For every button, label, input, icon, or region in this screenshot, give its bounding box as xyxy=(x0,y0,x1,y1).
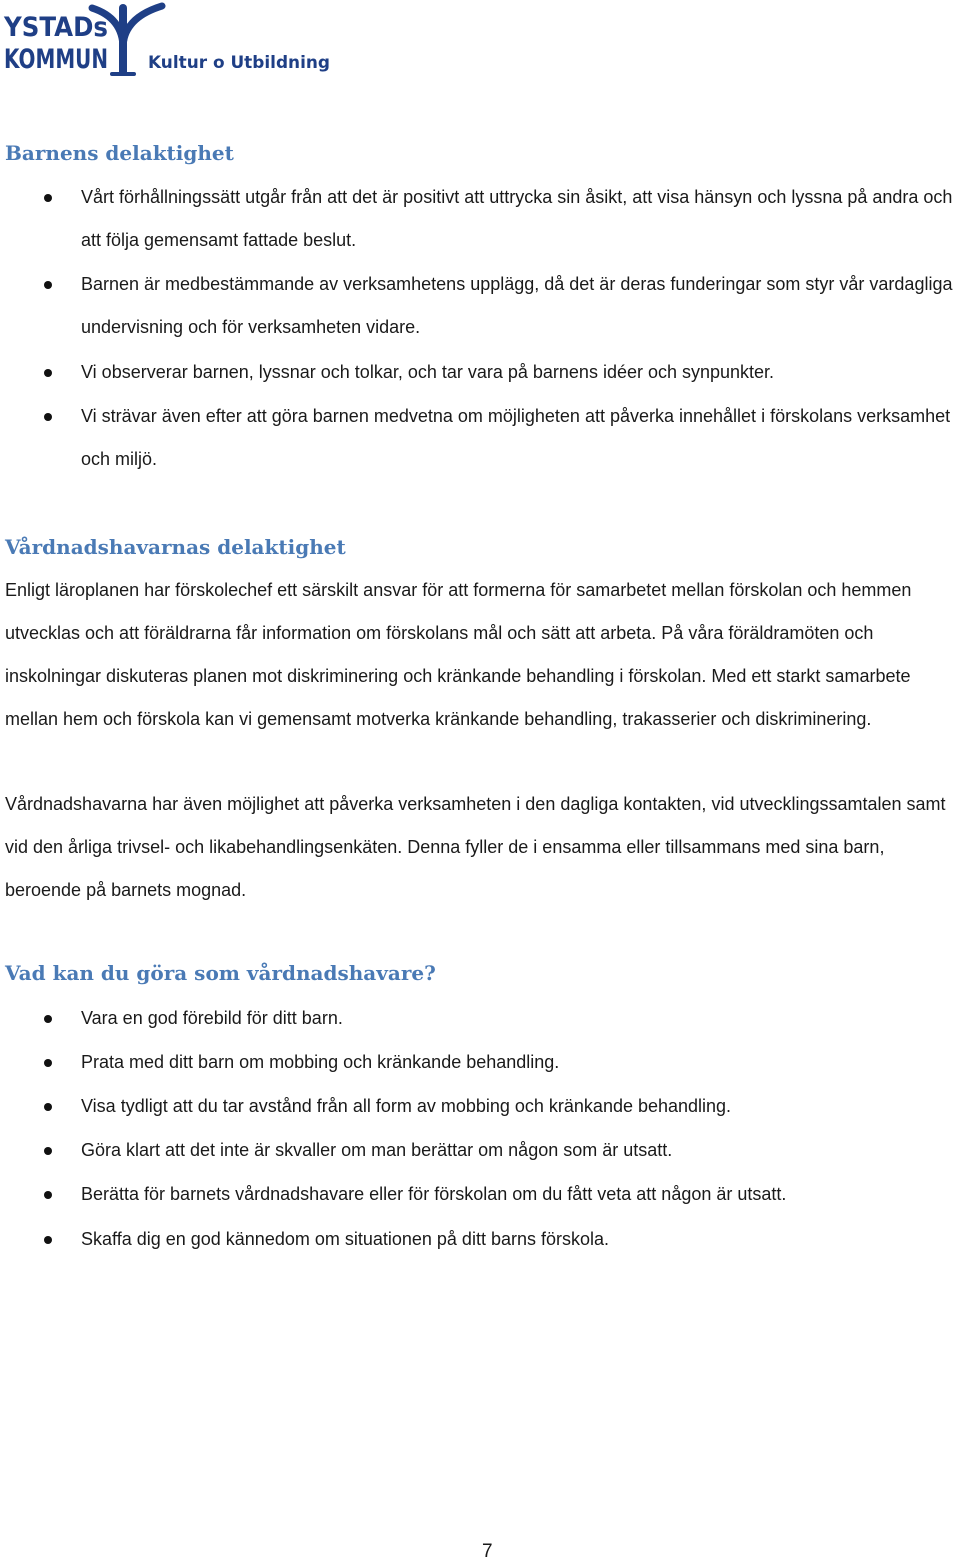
ystads-kommun-logo xyxy=(2,2,332,76)
list-item-text: Vara en god förebild för ditt barn. xyxy=(81,1008,343,1028)
heading-barnens-delaktighet: Barnens delaktighet xyxy=(5,141,234,165)
logo-line2: KOMMUN xyxy=(4,44,108,75)
bullet-icon xyxy=(44,194,52,202)
paragraph-vardnadshavarna: Vårdnadshavarna har även möjlighet att påverka verksamheten i den dagliga kontakten, vid utvecklingssamtalen samt vid den årliga trivsel- och likabehandlingsenkäten. Denna fyller de i ensamma eller tillsammans med sina barn, beroende på barnets mognad. xyxy=(5,794,946,900)
list-item-text: Skaffa dig en god kännedom om situationen på ditt barns förskola. xyxy=(81,1229,610,1249)
bullet-icon xyxy=(44,1015,52,1023)
list-item-text: Göra klart att det inte är skvaller om man berättar om någon som är utsatt. xyxy=(81,1140,673,1160)
bullet-icon xyxy=(44,1059,52,1067)
list-item-text: Barnen är medbestämmande av verksamhetens upplägg, då det är deras funderingar som styr vår vardagliga undervisning och för verksamheten vidare. xyxy=(81,274,953,337)
list-item-text: Vi strävar även efter att göra barnen medvetna om möjligheten att påverka innehållet i förskolans verksamhet och miljö. xyxy=(81,406,951,469)
list-item-text: Vi observerar barnen, lyssnar och tolkar, och tar vara på barnens idéer och synpunkter. xyxy=(81,362,775,382)
list-item-text: Visa tydligt att du tar avstånd från all form av mobbing och kränkande behandling. xyxy=(81,1096,732,1116)
logo-tagline: Kultur o Utbildning xyxy=(148,53,330,73)
bullet-icon xyxy=(44,369,52,377)
bullet-icon xyxy=(44,1191,52,1199)
bullet-icon xyxy=(44,1236,52,1244)
list-item-text: Prata med ditt barn om mobbing och kränkande behandling. xyxy=(81,1052,560,1072)
heading-vad-kan-du-gora: Vad kan du göra som vårdnadshavare? xyxy=(5,961,436,985)
bullet-icon xyxy=(44,1147,52,1155)
bullet-icon xyxy=(44,281,52,289)
bullet-icon xyxy=(44,1103,52,1111)
heading-vardnadshavarnas-delaktighet: Vårdnadshavarnas delaktighet xyxy=(5,535,346,559)
list-item-text: Berätta för barnets vårdnadshavare eller för förskolan om du fått veta att någon är utsatt. xyxy=(81,1184,787,1204)
list-item-text: Vårt förhållningssätt utgår från att det är positivt att uttrycka sin åsikt, att visa hänsyn och lyssna på andra och att följa gemensamt fattade beslut. xyxy=(81,187,953,250)
logo-line1: YSTADs xyxy=(3,12,108,43)
bullet-icon xyxy=(44,413,52,421)
page-number: 7 xyxy=(482,1541,493,1562)
paragraph-laroplanen: Enligt läroplanen har förskolechef ett särskilt ansvar för att formerna för samarbetet mellan förskolan och hemmen utvecklas och att föräldrarna får information om förskolans mål och sätt att arbeta. På våra föräldramöten och inskolningar diskuteras planen mot diskriminering och kränkande behandling i förskolan. Med ett starkt samarbete mellan hem och förskola kan vi gemensamt motverka kränkande behandling, trakasserier och diskriminering. xyxy=(5,580,912,729)
